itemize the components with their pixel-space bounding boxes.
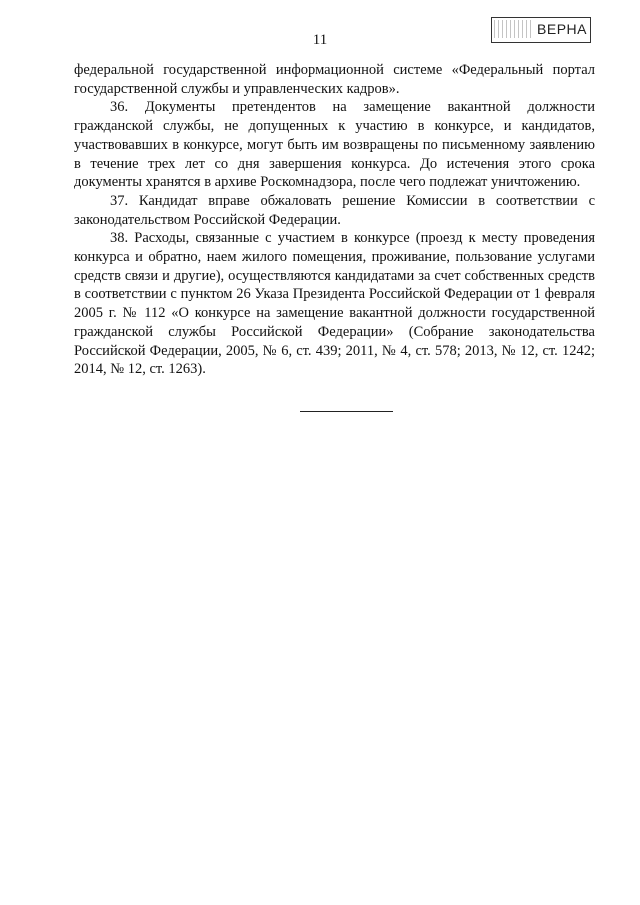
paragraph-continuation-line-1: федеральной государственной информационной системе «Федеральный портал [74,62,595,78]
paragraph-continuation [74,61,595,98]
paragraph-continuation-line-2: государственной службы и управленческих кадров». [74,80,400,97]
page-number: 11 [312,32,328,48]
certification-stamp: ВЕРНА [491,17,591,43]
paragraph-37: 37. Кандидат вправе обжаловать решение Комиссии в соответствии с законодательством Российской Федерации. [74,192,595,228]
document-body [74,61,595,379]
paragraph-38: 38. Расходы, связанные с участием в конкурсе (проезд к месту проведения конкурса и обратно, наем жилого помещения, проживание, пользование услугами средств связи и другие), осуществляются кандидатами за счет собственных средств в соответствии с пунктом 26 Указа Президента Российской Федерации от 1 февраля 2005 г. № 112 «О конкурсе на замещение вакантной должности государственной гражданской службы Российской Федерации» (Собрание законодательства Российской Федерации, 2005, № 6, ст. 439; 2011, № 4, ст. 578; 2013, № 12, ст. 1242; 2014, № 12, ст. 1263). [74,230,595,378]
end-divider-line [300,411,393,412]
paragraph-36: 36. Документы претендентов на замещение вакантной должности гражданской службы, не допущенных к участию в конкурсе, и кандидатов, участвовавших в конкурсе, могут быть им возвращены по письменному заявлению в течение трех лет со дня завершения конкурса. До истечения этого срока документы хранятся в архиве Роскомнадзора, после чего подлежат уничтожению. [74,99,595,191]
